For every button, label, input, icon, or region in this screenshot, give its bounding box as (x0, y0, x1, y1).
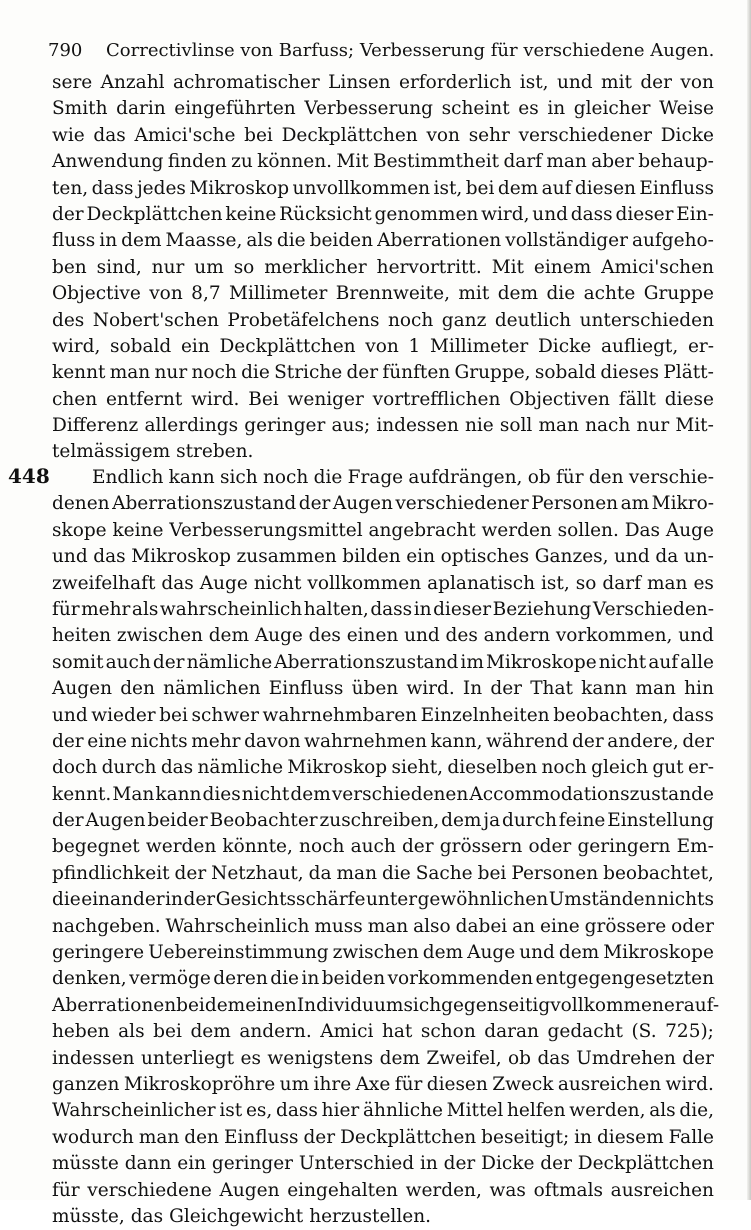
text-line: Aberrationen bei dem einen Individuum sich gegenseitig vollkommener auf- (52, 994, 720, 1016)
text-line: müsste, das Gleichgewicht herzustellen. (52, 1205, 432, 1227)
text-line: Differenz allerdings geringer aus; indessen nie soll man nach nur Mit- (52, 415, 714, 437)
text-line: der eine nichts mehr davon wahrnehmen kann, während der andere, der (52, 730, 714, 752)
text-line: und wieder bei schwer wahrnehmbaren Einzelnheiten beobachten, dass (52, 704, 714, 726)
text-line: wodurch man den Einfluss der Deckplättchen beseitigt; in diesem Falle (52, 1126, 714, 1148)
text-line: der Deckplättchen keine Rücksicht genommen wird, und dass dieser Ein- (52, 203, 714, 225)
text-line: der Augen beider Beobachter zuschreiben, dem ja durch feine Einstellung (52, 810, 714, 832)
text-line: wie das Amici'sche bei Deckplättchen von sehr verschiedener Dicke (52, 124, 714, 146)
text-line: somit auch der nämliche Aberrationszustand im Mikroskope nicht auf alle (52, 651, 714, 673)
text-line: doch durch das nämliche Mikroskop sieht, dieselben noch gleich gut er- (52, 757, 714, 779)
text-line: ben sind, nur um so merklicher hervortritt. Mit einem Amici'schen (52, 256, 714, 278)
text-line: chen entfernt wird. Bei weniger vortrefflichen Objectiven fällt diese (52, 388, 714, 410)
text-line: fluss in dem Maasse, als die beiden Aberrationen vollständiger aufgeho- (52, 230, 714, 252)
text-line: nachgeben. Wahrscheinlich muss man also dabei an eine grössere oder (52, 915, 714, 937)
text-line: Endlich kann sich noch die Frage aufdrängen, ob für den verschie- (92, 467, 714, 488)
paragraph-continued (52, 70, 714, 466)
text-line: denken, vermöge deren die in beiden vorkommenden entgegengesetzten (52, 968, 714, 990)
text-line: für verschiedene Augen eingehalten werden, was oftmals ausreichen (52, 1179, 714, 1201)
text-line: kennt man nur noch die Striche der fünften Gruppe, sobald dieses Plätt- (52, 362, 714, 384)
text-line: müsste dann ein geringer Unterschied in der Dicke der Deckplättchen (52, 1153, 714, 1175)
paragraph-section-448 (52, 465, 720, 1230)
text-line: kennt. Man kann dies nicht dem verschiedenen Accommodationszustande (52, 783, 714, 805)
text-line: geringere Uebereinstimmung zwischen dem Auge und dem Mikroskope (52, 942, 714, 964)
text-line: die einander in der Gesichtsschärfe unter gewöhnlichen Umständen nichts (52, 889, 714, 911)
page-edge (747, 0, 751, 1200)
running-title: Correctivlinse von Barfuss; Verbesserung für verschiedene Augen. (106, 40, 715, 61)
text-line: wird, sobald ein Deckplättchen von 1 Millimeter Dicke aufliegt, er- (52, 335, 714, 357)
text-line: Anwendung finden zu können. Mit Bestimmtheit darf man aber behaup- (52, 151, 714, 173)
section-number: 448 (8, 464, 50, 488)
text-line: heiten zwischen dem Auge des einen und des andern vorkommen, und (52, 625, 714, 647)
text-line: telmässigem streben. (52, 441, 254, 463)
text-line: Smith darin eingeführten Verbesserung scheint es in gleicher Weise (52, 98, 714, 120)
text-line: indessen unterliegt es wenigstens dem Zweifel, ob das Umdrehen der (52, 1047, 714, 1069)
running-header (48, 38, 715, 64)
text-line: denen Aberrationszustand der Augen verschiedener Personen am Mikro- (52, 493, 714, 515)
text-line: ganzen Mikroskopröhre um ihre Axe für diesen Zweck ausreichen wird. (52, 1073, 714, 1095)
text-line: sere Anzahl achromatischer Linsen erforderlich ist, und mit der von (52, 72, 714, 93)
text-line: ten, dass jedes Mikroskop unvollkommen ist, bei dem auf diesen Einfluss (52, 177, 714, 199)
text-line: und das Mikroskop zusammen bilden ein optisches Ganzes, und da un- (52, 546, 714, 568)
page-number: 790 (48, 40, 83, 61)
text-line: zweifelhaft das Auge nicht vollkommen aplanatisch ist, so darf man es (52, 572, 714, 594)
text-line: Augen den nämlichen Einfluss üben wird. In der That kann man hin (52, 678, 714, 700)
text-line: Wahrscheinlicher ist es, dass hier ähnliche Mittel helfen werden, als die, (52, 1100, 714, 1122)
text-line: skope keine Verbesserungsmittel angebracht werden sollen. Das Auge (52, 519, 714, 541)
text-line: Objective von 8,7 Millimeter Brennweite, mit dem die achte Gruppe (52, 283, 714, 305)
text-line: pfindlichkeit der Netzhaut, da man die Sache bei Personen beobachtet, (52, 862, 714, 884)
text-line: heben als bei dem andern. Amici hat schon daran gedacht (S. 725); (52, 1021, 714, 1043)
text-line: für mehr als wahrscheinlich halten, dass in dieser Beziehung Verschieden- (52, 598, 714, 620)
text-line: begegnet werden könnte, noch auch der grössern oder geringern Em- (52, 836, 714, 858)
text-line: des Nobert'schen Probetäfelchens noch ganz deutlich unterschieden (52, 309, 714, 331)
